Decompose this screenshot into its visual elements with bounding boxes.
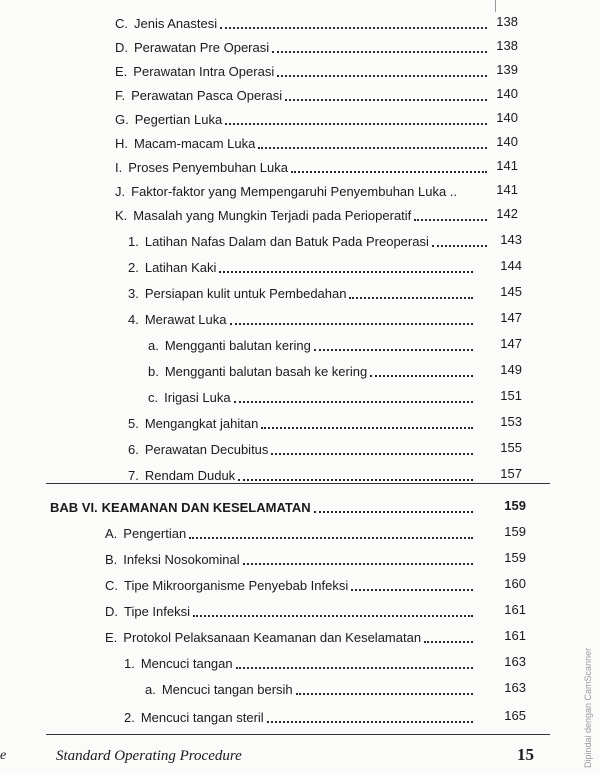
toc-page-number: 147 [500, 310, 522, 325]
toc-page-number: 142 [496, 206, 518, 221]
leader-dots [285, 99, 487, 101]
toc-page-number: 141 [496, 158, 518, 173]
leader-dots [220, 27, 487, 29]
toc-entry: F. Perawatan Pasca Operasi [115, 80, 490, 104]
toc-page-number: 165 [504, 708, 526, 723]
toc-page-number: 163 [504, 654, 526, 669]
section-rule [46, 483, 550, 484]
footer-rule [46, 734, 550, 735]
toc-page-number: 160 [504, 576, 526, 591]
leader-dots [193, 615, 473, 617]
toc-page-number: 163 [504, 680, 526, 695]
leader-dots [370, 375, 473, 377]
leader-dots [414, 219, 487, 221]
toc-entry: H. Macam-macam Luka [115, 128, 490, 152]
toc-page-number: 155 [500, 440, 522, 455]
toc-entry: K. Masalah yang Mungkin Terjadi pada Perioperatif [115, 200, 490, 224]
leader-dots [277, 75, 487, 77]
leader-dots [351, 589, 473, 591]
leader-dots [272, 51, 487, 53]
toc-entry: 4. Merawat Luka [128, 304, 476, 328]
toc-page-number: 138 [496, 38, 518, 53]
leader-dots [314, 511, 473, 513]
toc-entry: D. Tipe Infeksi [105, 596, 476, 620]
cropped-edge-text: e [0, 748, 7, 763]
toc-page-number: 153 [500, 414, 522, 429]
toc-page-number: 159 [504, 498, 526, 513]
toc-entry: a. Mengganti balutan kering [148, 330, 476, 354]
leader-dots [189, 537, 473, 539]
toc-entry: 1. Latihan Nafas Dalam dan Batuk Pada Preoperasi [128, 226, 490, 250]
leader-dots [261, 427, 473, 429]
toc-entry: B. Infeksi Nosokominal [105, 544, 476, 568]
footer-page-number: 15 [517, 745, 534, 764]
toc-entry: 7. Rendam Duduk [128, 460, 476, 484]
leader-dots [230, 323, 474, 325]
leader-dots [258, 147, 487, 149]
toc-entry: E. Perawatan Intra Operasi [115, 56, 490, 80]
leader-dots [271, 453, 473, 455]
toc-page-number: 147 [500, 336, 522, 351]
toc-page-number: 159 [504, 550, 526, 565]
leader-dots [432, 245, 487, 247]
top-rule [495, 0, 496, 12]
scanner-watermark: Dipindai dengan CamScanner [583, 647, 593, 768]
toc-entry: 2. Latihan Kaki [128, 252, 476, 276]
leader-dots [236, 667, 473, 669]
toc-page-number: 140 [496, 134, 518, 149]
toc-page-number: 143 [500, 232, 522, 247]
leader-dots [267, 721, 473, 723]
leader-dots [296, 693, 473, 695]
leader-dots [243, 563, 473, 565]
toc-entry: A. Pengertian [105, 518, 476, 542]
toc-entry: D. Perawatan Pre Operasi [115, 32, 490, 56]
leader-dots [219, 271, 473, 273]
leader-dots [225, 123, 487, 125]
toc-entry: 1. Mencuci tangan [124, 648, 476, 672]
toc-entry: b. Mengganti balutan basah ke kering [148, 356, 476, 380]
toc-entry: E. Protokol Pelaksanaan Keamanan dan Keselamatan [105, 622, 476, 646]
toc-entry: G. Pegertian Luka [115, 104, 490, 128]
leader-dots [291, 171, 487, 173]
toc-page-number: 140 [496, 110, 518, 125]
toc-page-number: 145 [500, 284, 522, 299]
toc-entry: C. Jenis Anastesi [115, 8, 490, 32]
leader-dots [349, 297, 473, 299]
leader-dots [234, 401, 473, 403]
toc-page-number: 161 [504, 602, 526, 617]
leader-dots [238, 479, 473, 481]
toc-entry: J. Faktor-faktor yang Mempengaruhi Penyembuhan Luka .. [115, 184, 458, 199]
toc-page-number: 161 [504, 628, 526, 643]
toc-entry: C. Tipe Mikroorganisme Penyebab Infeksi [105, 570, 476, 594]
toc-page-number: 159 [504, 524, 526, 539]
toc-page-number: 149 [500, 362, 522, 377]
toc-page-number: 141 [496, 182, 518, 197]
toc-page-number: 138 [496, 14, 518, 29]
toc-page-number: 140 [496, 86, 518, 101]
toc-page-number: 144 [500, 258, 522, 273]
footer-title: Standard Operating Procedure [56, 748, 242, 764]
leader-dots [424, 641, 473, 643]
toc-page-number: 139 [496, 62, 518, 77]
toc-entry: 3. Persiapan kulit untuk Pembedahan [128, 278, 476, 302]
toc-entry: 5. Mengangkat jahitan [128, 408, 476, 432]
toc-entry: a. Mencuci tangan bersih [145, 674, 476, 698]
leader-dots [314, 349, 473, 351]
toc-entry: 6. Perawatan Decubitus [128, 434, 476, 458]
toc-chapter-entry: BAB VI. KEAMANAN DAN KESELAMATAN [50, 492, 476, 516]
toc-entry: I. Proses Penyembuhan Luka [115, 152, 490, 176]
toc-entry: 2. Mencuci tangan steril [124, 702, 476, 726]
toc-page-number: 151 [500, 388, 522, 403]
toc-entry: c. Irigasi Luka [148, 382, 476, 406]
toc-page-number: 157 [500, 466, 522, 481]
